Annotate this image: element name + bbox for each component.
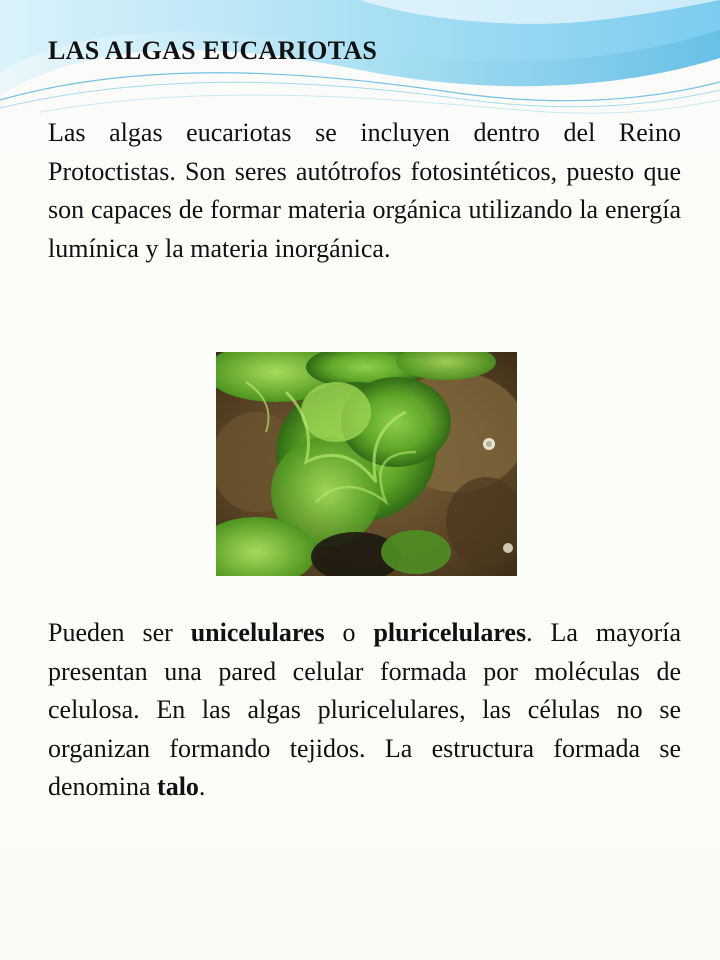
term-unicelulares: unicelulares — [190, 618, 325, 647]
algae-photo — [216, 352, 517, 576]
cell-types-paragraph — [48, 614, 681, 807]
p2-text-1: Pueden ser — [48, 618, 191, 647]
intro-paragraph: Las algas eucariotas se incluyen dentro del Reino Protoctistas. Son seres autótrofos fotosintéticos, puesto que son capaces de formar materia orgánica utilizando la energía lumínica y la materia inorgánica. — [48, 118, 681, 263]
slide-title: LAS ALGAS EUCARIOTAS — [48, 36, 378, 65]
p2-text-4: . — [198, 772, 206, 801]
p2-text-2: o — [324, 618, 374, 647]
term-talo: talo — [157, 772, 199, 801]
p2-text-3: . La mayoría presentan una pared celular formada por moléculas de celulosa. En las algas pluricelulares, las células no se organizan formando tejidos. La estructura formada se denomina — [48, 618, 682, 801]
term-pluricelulares: pluricelulares — [373, 618, 527, 647]
